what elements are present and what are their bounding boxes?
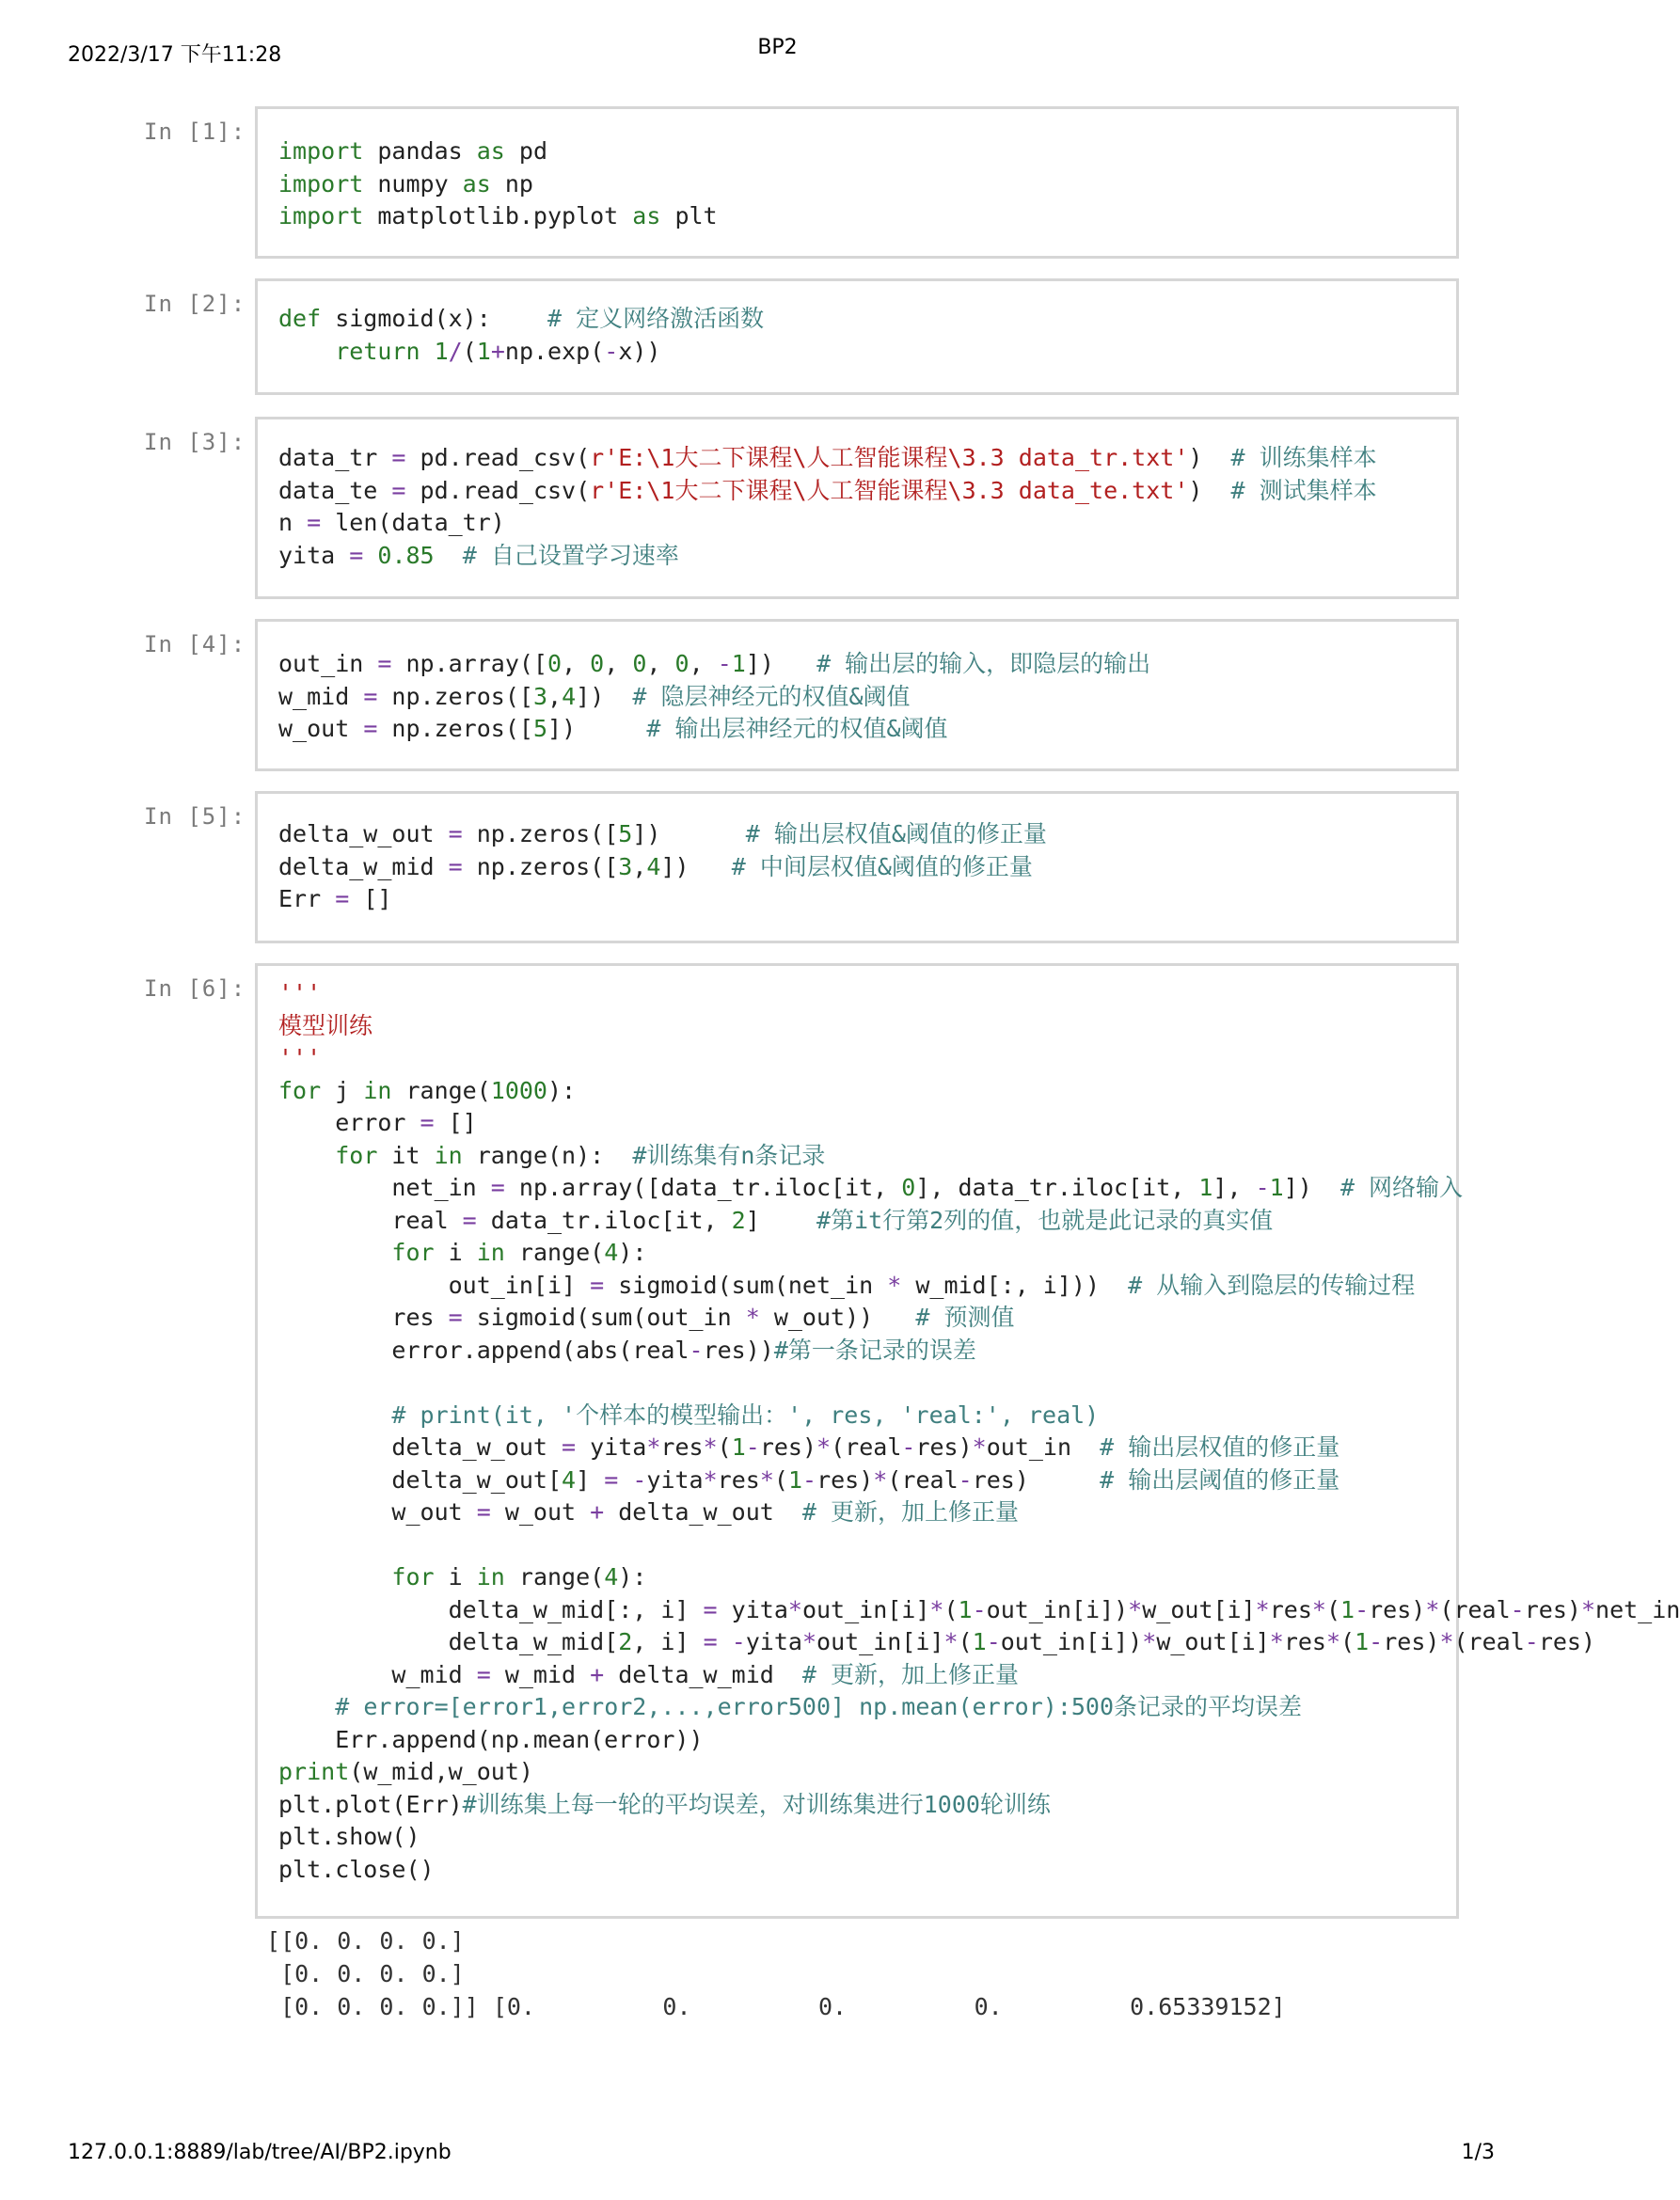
print-header-title: BP2 (757, 36, 798, 59)
code-input-area[interactable] (255, 106, 1459, 259)
code-text[interactable]: data_tr = pd.read_csv(r'E:\1大二下课程\人工智能课程\3.3 data_tr.txt') # 训练集样本 data_te = pd.read_csv(r'E:\1大二下课程\人工智能课程\3.3 data_te.txt') # 测试集样本 n = len(data_tr) yita = 0.85 # 自己设置学习速率 (278, 444, 1377, 569)
code-cell-6[interactable] (0, 963, 1680, 1919)
code-cell-4[interactable] (0, 619, 1555, 771)
code-input-area[interactable] (255, 791, 1459, 943)
print-header-datetime: 2022/3/17 下午11:28 (68, 43, 282, 67)
cell-prompt: In [5]: (144, 803, 246, 830)
cell-prompt: In [3]: (144, 429, 246, 455)
code-text[interactable]: import pandas as pd import numpy as np import matplotlib.pyplot as plt (278, 137, 718, 229)
cell-output: [[0. 0. 0. 0.] [0. 0. 0. 0.] [0. 0. 0. 0.]] [0. 0. 0. 0. 0.65339152] (266, 1927, 1286, 2020)
code-input-area[interactable] (255, 619, 1459, 771)
cell-prompt: In [1]: (144, 119, 246, 145)
print-footer-url: 127.0.0.1:8889/lab/tree/AI/BP2.ipynb (68, 2141, 452, 2164)
code-input-area[interactable] (255, 278, 1459, 395)
code-text[interactable]: out_in = np.array([0, 0, 0, 0, -1]) # 输出层的输入，即隐层的输出 w_mid = np.zeros([3,4]) # 隐层神经元的权值&阈值 w_out = np.zeros([5]) # 输出层神经元的权值&阈值 (278, 650, 1151, 742)
code-input-area[interactable] (255, 417, 1459, 599)
cell-prompt: In [6]: (144, 975, 246, 1002)
print-footer-page-number: 1/3 (1461, 2141, 1495, 2164)
code-cell-1[interactable] (0, 106, 1555, 259)
code-input-area[interactable] (255, 963, 1680, 1919)
code-text[interactable]: def sigmoid(x): # 定义网络激活函数 return 1/(1+np.exp(-x)) (278, 305, 765, 365)
cell-prompt: In [2]: (144, 291, 246, 317)
cell-prompt: In [4]: (144, 631, 246, 657)
code-text[interactable]: ''' 模型训练 ''' for j in range(1000): error = [] for it in range(n): #训练集有n条记录 net_in = np.array([data_tr.iloc[it, 0], data_tr.iloc[it, 1], -1]) # 网络输入 real = data_tr.iloc[it, 2] #第it行第2列的值，也就是此记录的真实值 for i in range(4): out_in[i] = sigmoid(sum(net_in * w_mid[:, i])) # 从输入到隐层的传输过程 res = sigmoid(sum(out_in * w_out)) # 预测值 error.append(abs(real-res))#第一条记录的误差 # print(it, '个样本的模型输出：', res, 'real:', real) delta_w_out = yita*res*(1-res)*(real-res)*out_in # 输出层权值的修正量 delta_w_out[4] = -yita*res*(1-res)*(real-res) # 输出层阈值的修正量 w_out = w_out + delta_w_out # 更新，加上修正量 for i in range(4): delta_w_mid[:, i] = yita*out_in[i]*(1-out_in[i])*w_out[i]*res*(1-res)*(real-res)*net_in delta_w_mid[2, i] = -yita*out_in[i]*(1-out_in[i])*w_out[i]*res*(1-res)*(real-res) w_mid = w_mid + delta_w_mid # 更新，加上修正量 # error=[error1,error2,...,error500] np.mean(error):500条记录的平均误差 Err.append(np.mean(error)) print(w_mid,w_out) plt.plot(Err)#训练集上每一轮的平均误差，对训练集进行1000轮训练 plt.show() plt.close() (278, 979, 1680, 1883)
code-cell-2[interactable] (0, 278, 1555, 395)
code-cell-5[interactable] (0, 791, 1555, 943)
code-cell-3[interactable] (0, 417, 1555, 599)
code-text[interactable]: delta_w_out = np.zeros([5]) # 输出层权值&阈值的修正量 delta_w_mid = np.zeros([3,4]) # 中间层权值&阈值的修正量 Err = [] (278, 820, 1047, 912)
